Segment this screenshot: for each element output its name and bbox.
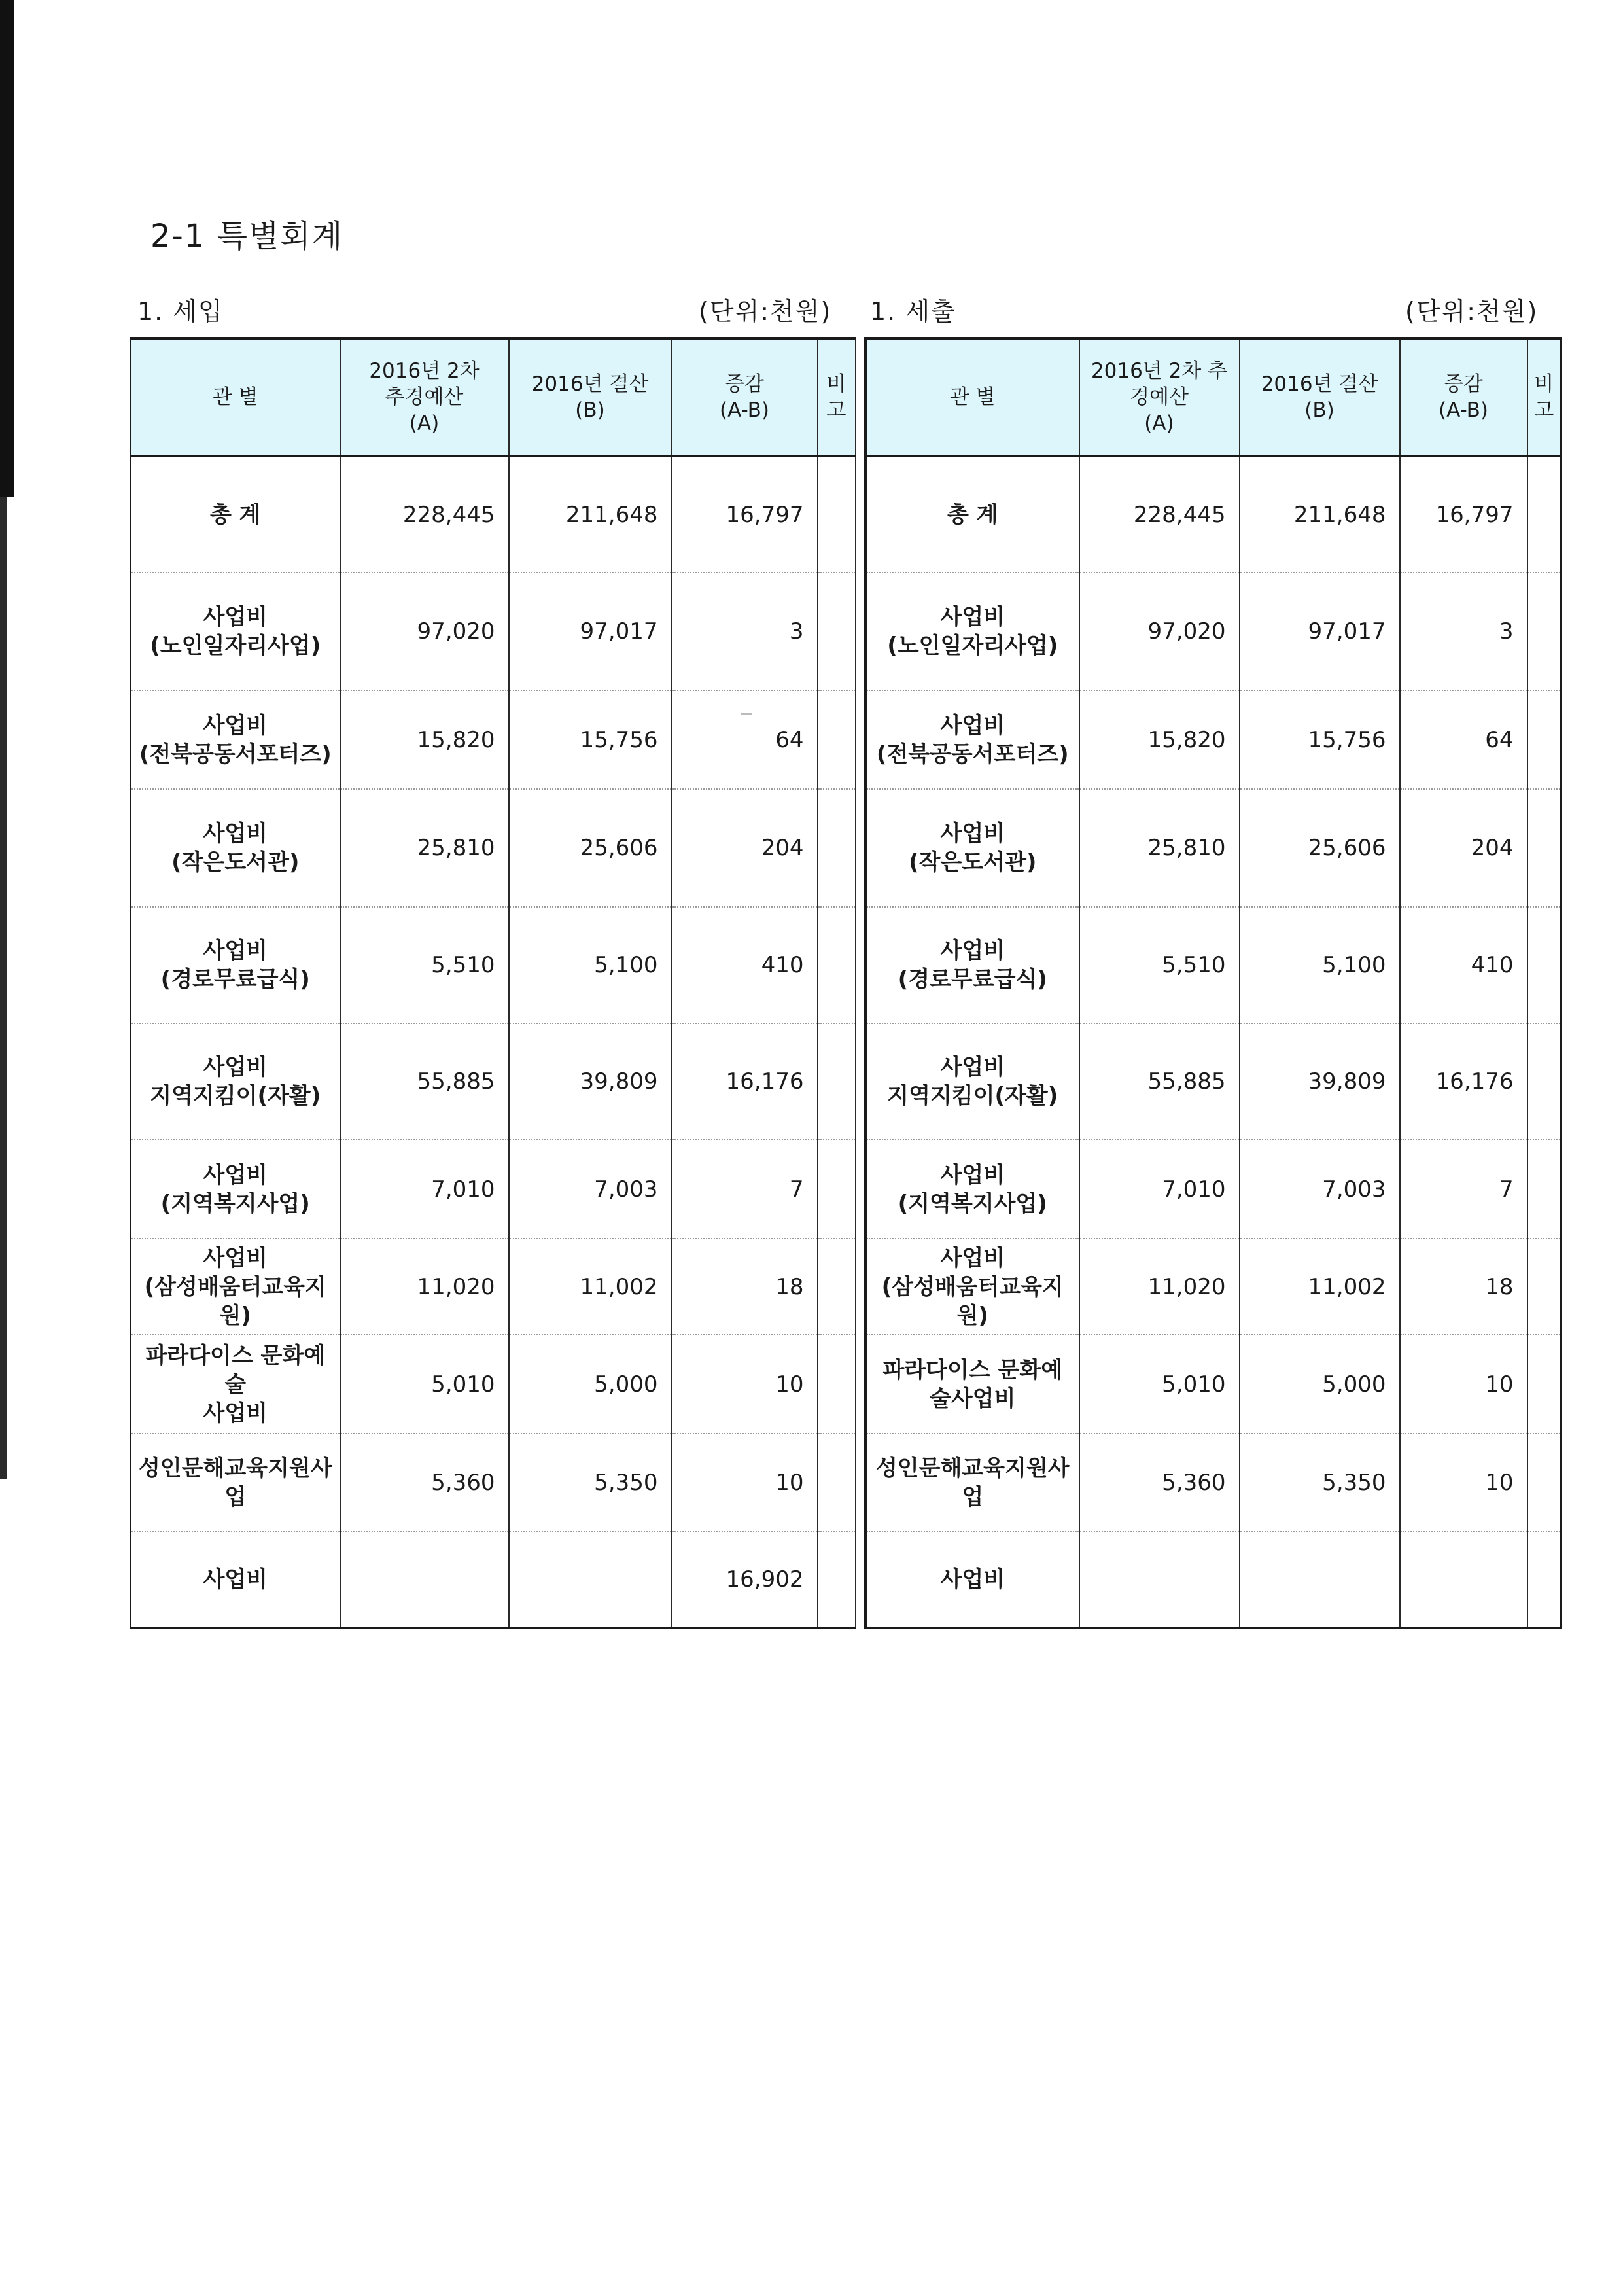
category-cell <box>865 1023 1079 1140</box>
settlement-cell-text: 5,350 <box>1322 1470 1386 1496</box>
difference-cell-text: 16,176 <box>725 1069 804 1095</box>
table-row <box>131 456 856 573</box>
header-settlement-text: 2016년 결산 (B) <box>531 372 649 422</box>
category-cell-text: 사업비 <box>940 1566 1005 1593</box>
settlement-cell-text: 25,606 <box>580 835 658 861</box>
settlement-cell-text: 11,002 <box>580 1273 658 1300</box>
header-budget <box>1079 338 1240 456</box>
budget-cell <box>1079 1239 1240 1335</box>
remarks-cell <box>818 1532 856 1628</box>
category-cell <box>865 1532 1079 1628</box>
remarks-cell <box>1527 907 1562 1023</box>
expenditure-unit-label: (단위:천원) <box>1405 297 1539 326</box>
settlement-cell <box>1240 1023 1400 1140</box>
budget-cell <box>1079 456 1240 573</box>
table-row <box>131 1023 856 1140</box>
difference-cell <box>1400 789 1527 907</box>
table-row <box>865 1434 1562 1532</box>
settlement-cell <box>1240 1532 1400 1628</box>
settlement-cell-text: 211,648 <box>1293 501 1386 528</box>
settlement-cell-text: 5,100 <box>1322 952 1386 978</box>
settlement-cell <box>1240 1434 1400 1532</box>
budget-cell-text: 7,010 <box>431 1176 495 1203</box>
category-cell <box>865 789 1079 907</box>
header-settlement <box>1240 338 1400 456</box>
budget-cell <box>1079 1434 1240 1532</box>
category-cell-text: 파라다이스 문화예술 사업비 <box>145 1342 326 1426</box>
budget-cell-text: 97,020 <box>417 618 495 645</box>
settlement-cell <box>1240 1140 1400 1239</box>
budget-cell-text: 25,810 <box>1147 835 1226 861</box>
budget-cell-text: 55,885 <box>1147 1069 1226 1095</box>
settlement-cell <box>509 690 672 789</box>
difference-cell <box>1400 1434 1527 1532</box>
difference-cell <box>1400 1532 1527 1628</box>
difference-cell-text: 16,797 <box>1435 501 1514 528</box>
table-row <box>865 789 1562 907</box>
budget-cell <box>340 1335 509 1434</box>
category-cell-text: 성인문해교육지원사 업 <box>875 1455 1070 1510</box>
settlement-cell-text: 211,648 <box>565 501 658 528</box>
difference-cell-text: 10 <box>775 1470 804 1496</box>
budget-cell <box>340 1532 509 1628</box>
budget-cell-text: 7,010 <box>1162 1176 1226 1203</box>
budget-cell <box>340 907 509 1023</box>
category-cell <box>131 690 340 789</box>
budget-cell <box>1079 789 1240 907</box>
settlement-cell-text: 7,003 <box>594 1176 658 1203</box>
remarks-cell <box>1527 789 1562 907</box>
difference-cell <box>672 789 818 907</box>
category-cell <box>131 1140 340 1239</box>
budget-cell <box>340 690 509 789</box>
category-cell-text: 총 계 <box>947 501 998 528</box>
category-cell <box>131 1335 340 1434</box>
remarks-cell <box>1527 573 1562 690</box>
category-cell-text: 사업비 지역지킴이(자활) <box>150 1054 321 1109</box>
category-cell-text: 사업비 <box>203 1566 268 1593</box>
category-cell-text: 사업비 (전북공동서포터즈) <box>139 712 332 768</box>
header-category-text: 관 별 <box>949 385 996 409</box>
category-cell-text: 사업비 (경로무료급식) <box>898 938 1047 993</box>
category-cell-text: 사업비 (노인일자리사업) <box>150 604 321 659</box>
settlement-cell-text: 15,756 <box>580 726 658 753</box>
difference-cell-text: 16,902 <box>725 1566 804 1593</box>
header-category <box>131 338 340 456</box>
header-category-text: 관 별 <box>212 385 258 409</box>
header-category <box>865 338 1079 456</box>
settlement-cell <box>1240 789 1400 907</box>
header-settlement-text: 2016년 결산 (B) <box>1261 372 1378 422</box>
difference-cell <box>1400 690 1527 789</box>
difference-cell <box>672 1023 818 1140</box>
settlement-cell-text: 39,809 <box>580 1069 658 1095</box>
difference-cell <box>672 456 818 573</box>
difference-cell-text: 18 <box>775 1273 804 1300</box>
category-cell <box>131 907 340 1023</box>
difference-cell <box>1400 907 1527 1023</box>
difference-cell <box>672 1532 818 1628</box>
difference-cell <box>672 573 818 690</box>
difference-cell <box>672 1335 818 1434</box>
remarks-cell <box>1527 1239 1562 1335</box>
category-cell <box>131 1532 340 1628</box>
header-budget-text: 2016년 2차 추 경예산 (A) <box>1091 359 1228 435</box>
settlement-cell <box>509 1532 672 1628</box>
header-difference <box>1400 338 1527 456</box>
difference-cell-text: 204 <box>1471 835 1514 861</box>
scan-edge <box>0 0 14 497</box>
difference-cell <box>672 1239 818 1335</box>
header-settlement <box>509 338 672 456</box>
table-row <box>865 456 1562 573</box>
remarks-cell <box>818 573 856 690</box>
header-remarks-text: 비 고 <box>1534 372 1554 422</box>
category-cell <box>131 573 340 690</box>
budget-cell <box>340 1140 509 1239</box>
difference-cell <box>672 1434 818 1532</box>
revenue-table <box>130 337 856 1629</box>
settlement-cell <box>509 789 672 907</box>
category-cell-text: 사업비 (전북공동서포터즈) <box>876 712 1069 768</box>
settlement-cell <box>1240 690 1400 789</box>
budget-cell-text: 5,510 <box>1162 952 1226 978</box>
remarks-cell <box>1527 1140 1562 1239</box>
budget-cell <box>1079 1140 1240 1239</box>
category-cell <box>131 789 340 907</box>
budget-cell <box>1079 573 1240 690</box>
budget-cell-text: 228,445 <box>402 501 495 528</box>
settlement-cell-text: 5,350 <box>594 1470 658 1496</box>
header-remarks <box>1527 338 1562 456</box>
page-title: 2-1 특별회계 <box>150 218 344 255</box>
category-cell-text: 사업비 지역지킴이(자활) <box>887 1054 1058 1109</box>
remarks-cell <box>1527 1532 1562 1628</box>
difference-cell-text: 3 <box>1499 618 1514 645</box>
budget-cell <box>340 573 509 690</box>
category-cell <box>865 1434 1079 1532</box>
remarks-cell <box>818 456 856 573</box>
settlement-cell-text: 97,017 <box>580 618 658 645</box>
settlement-cell-text: 25,606 <box>1308 835 1386 861</box>
settlement-cell-text: 15,756 <box>1308 726 1386 753</box>
category-cell-text: 사업비 (작은도서관) <box>171 821 300 875</box>
remarks-cell <box>818 690 856 789</box>
header-difference-text: 증감 (A-B) <box>1438 372 1489 422</box>
remarks-cell <box>818 789 856 907</box>
table-row <box>865 690 1562 789</box>
table-row <box>131 907 856 1023</box>
difference-cell-text: 16,176 <box>1435 1069 1514 1095</box>
category-cell-text: 사업비 (삼성배움터교육지원) <box>144 1245 326 1329</box>
budget-cell <box>340 1239 509 1335</box>
table-row <box>131 789 856 907</box>
budget-cell-text: 5,360 <box>1162 1470 1226 1496</box>
remarks-cell <box>1527 456 1562 573</box>
table-row <box>131 1434 856 1532</box>
category-cell-text: 성인문해교육지원사 업 <box>138 1455 332 1510</box>
budget-cell <box>340 456 509 573</box>
budget-cell-text: 5,510 <box>431 952 495 978</box>
budget-cell-text: 15,820 <box>417 726 495 753</box>
settlement-cell <box>1240 573 1400 690</box>
table-row <box>131 1239 856 1335</box>
budget-cell <box>340 1023 509 1140</box>
category-cell-text: 총 계 <box>209 501 261 528</box>
difference-cell <box>672 1140 818 1239</box>
difference-cell-text: 10 <box>1485 1371 1514 1398</box>
settlement-cell <box>509 1434 672 1532</box>
difference-cell-text: 3 <box>789 618 804 645</box>
budget-cell <box>1079 1023 1240 1140</box>
difference-cell-text: 410 <box>1471 952 1514 978</box>
budget-cell <box>340 1434 509 1532</box>
revenue-unit-label: (단위:천원) <box>699 297 832 326</box>
remarks-cell <box>818 1335 856 1434</box>
remarks-cell <box>818 907 856 1023</box>
remarks-cell <box>1527 1335 1562 1434</box>
difference-cell <box>1400 1335 1527 1434</box>
settlement-cell-text: 7,003 <box>1322 1176 1386 1203</box>
budget-cell-text: 97,020 <box>1147 618 1226 645</box>
difference-cell-text: 7 <box>789 1176 804 1203</box>
remarks-cell <box>818 1239 856 1335</box>
difference-cell <box>1400 1239 1527 1335</box>
budget-cell-text: 5,010 <box>431 1371 495 1398</box>
header-difference-text: 증감 (A-B) <box>719 372 770 422</box>
scan-mark <box>741 713 752 715</box>
header-remarks-text: 비 고 <box>826 372 846 422</box>
settlement-cell <box>1240 1239 1400 1335</box>
settlement-cell <box>1240 907 1400 1023</box>
settlement-cell-text: 97,017 <box>1308 618 1386 645</box>
category-cell <box>865 690 1079 789</box>
category-cell-text: 사업비 (지역복지사업) <box>898 1161 1047 1217</box>
header-row <box>865 338 1562 456</box>
remarks-cell <box>818 1140 856 1239</box>
remarks-cell <box>818 1023 856 1140</box>
table-row <box>131 1335 856 1434</box>
settlement-cell-text: 5,000 <box>594 1371 658 1398</box>
budget-cell-text: 5,360 <box>431 1470 495 1496</box>
category-cell-text: 사업비 (경로무료급식) <box>160 938 310 993</box>
table-row <box>131 1532 856 1628</box>
difference-cell <box>1400 573 1527 690</box>
settlement-cell-text: 5,000 <box>1322 1371 1386 1398</box>
header-budget <box>340 338 509 456</box>
category-cell <box>865 573 1079 690</box>
difference-cell-text: 18 <box>1485 1273 1514 1300</box>
difference-cell-text: 64 <box>1485 726 1514 753</box>
settlement-cell <box>509 1140 672 1239</box>
table-row <box>865 1335 1562 1434</box>
category-cell-text: 파라다이스 문화예 술사업비 <box>882 1356 1063 1412</box>
category-cell <box>865 1140 1079 1239</box>
settlement-cell-text: 11,002 <box>1308 1273 1386 1300</box>
category-cell <box>865 1335 1079 1434</box>
scan-edge <box>0 497 7 1479</box>
budget-cell <box>1079 907 1240 1023</box>
settlement-cell <box>509 1335 672 1434</box>
difference-cell-text: 410 <box>761 952 804 978</box>
difference-cell-text: 64 <box>775 726 804 753</box>
budget-cell-text: 15,820 <box>1147 726 1226 753</box>
remarks-cell <box>818 1434 856 1532</box>
category-cell-text: 사업비 (지역복지사업) <box>160 1161 310 1217</box>
settlement-cell <box>509 907 672 1023</box>
category-cell <box>131 1023 340 1140</box>
header-row <box>131 338 856 456</box>
category-cell-text: 사업비 (노인일자리사업) <box>887 604 1058 659</box>
difference-cell-text: 16,797 <box>725 501 804 528</box>
budget-cell <box>1079 1335 1240 1434</box>
settlement-cell-text: 5,100 <box>594 952 658 978</box>
difference-cell <box>672 690 818 789</box>
budget-cell-text: 25,810 <box>417 835 495 861</box>
table-row <box>865 907 1562 1023</box>
header-budget-text: 2016년 2차 추경예산 (A) <box>369 359 480 435</box>
budget-cell-text: 228,445 <box>1133 501 1226 528</box>
difference-cell-text: 10 <box>1485 1470 1514 1496</box>
category-cell-text: 사업비 (작은도서관) <box>909 821 1037 875</box>
header-remarks <box>818 338 856 456</box>
category-cell <box>865 1239 1079 1335</box>
difference-cell-text: 10 <box>775 1371 804 1398</box>
table-row <box>865 1023 1562 1140</box>
remarks-cell <box>1527 1434 1562 1532</box>
header-difference <box>672 338 818 456</box>
difference-cell-text: 204 <box>761 835 804 861</box>
budget-cell-text: 11,020 <box>417 1273 495 1300</box>
table-row <box>865 1532 1562 1628</box>
table-row <box>865 573 1562 690</box>
settlement-cell <box>509 456 672 573</box>
budget-cell-text: 11,020 <box>1147 1273 1226 1300</box>
table-row <box>131 690 856 789</box>
difference-cell <box>1400 1023 1527 1140</box>
expenditure-section-label: 1. 세출 <box>870 297 956 326</box>
table-row <box>131 1140 856 1239</box>
budget-cell-text: 55,885 <box>417 1069 495 1095</box>
expenditure-table <box>864 337 1562 1629</box>
settlement-cell-text: 39,809 <box>1308 1069 1386 1095</box>
difference-cell <box>672 907 818 1023</box>
budget-cell-text: 5,010 <box>1162 1371 1226 1398</box>
category-cell <box>131 456 340 573</box>
category-cell <box>131 1434 340 1532</box>
budget-cell <box>1079 690 1240 789</box>
category-cell <box>131 1239 340 1335</box>
table-row <box>865 1140 1562 1239</box>
difference-cell-text: 7 <box>1499 1176 1514 1203</box>
settlement-cell <box>1240 456 1400 573</box>
category-cell <box>865 907 1079 1023</box>
budget-cell <box>1079 1532 1240 1628</box>
remarks-cell <box>1527 690 1562 789</box>
category-cell-text: 사업비 (삼성배움터교육지원) <box>881 1245 1064 1329</box>
table-row <box>865 1239 1562 1335</box>
settlement-cell <box>509 1023 672 1140</box>
settlement-cell <box>509 573 672 690</box>
settlement-cell <box>1240 1335 1400 1434</box>
remarks-cell <box>1527 1023 1562 1140</box>
category-cell <box>865 456 1079 573</box>
difference-cell <box>1400 1140 1527 1239</box>
table-row <box>131 573 856 690</box>
difference-cell <box>1400 456 1527 573</box>
budget-cell <box>340 789 509 907</box>
settlement-cell <box>509 1239 672 1335</box>
revenue-section-label: 1. 세입 <box>137 297 224 326</box>
